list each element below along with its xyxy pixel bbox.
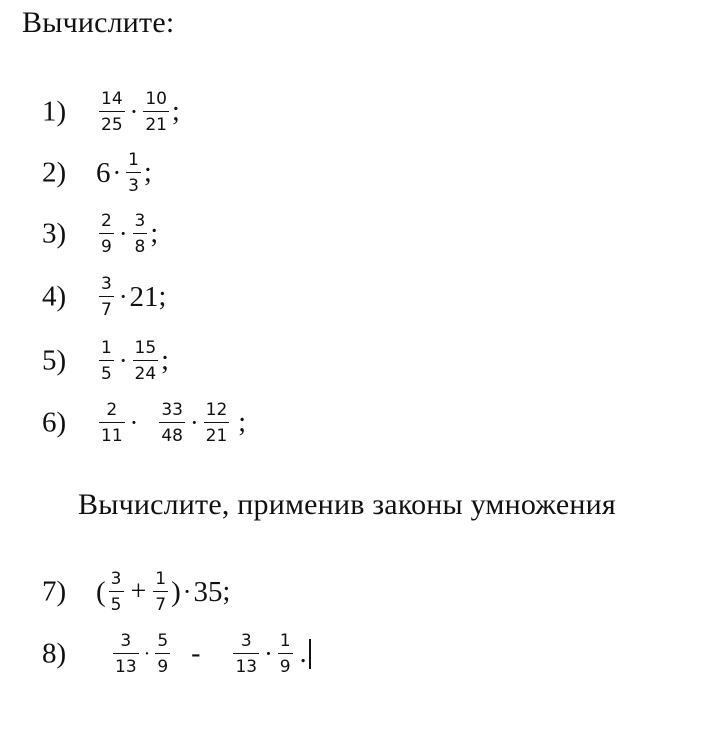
text-cursor [309,639,311,669]
expression [110,624,311,684]
numerator: 33 [161,399,183,420]
problem-number: 3) [42,217,67,250]
denominator: 3 [128,176,139,197]
fraction-bar [99,296,114,297]
fraction [233,632,259,676]
whole-number: 6 [96,156,111,189]
heading-compute: Вычислите: [22,6,175,39]
fraction-bar [99,360,114,361]
semicolon: ; [161,345,169,376]
denominator: 9 [279,657,291,678]
numerator: 15 [134,337,157,358]
numerator: 2 [106,399,118,420]
fraction-bar [133,360,159,361]
multiply-sign: · [118,282,128,311]
period: . [299,638,307,669]
fraction [155,632,170,676]
fraction [99,212,114,256]
problem-number: 8) [42,637,67,670]
fraction [109,570,124,614]
plus-sign: + [130,576,147,607]
fraction [204,401,230,445]
fraction-bar [143,111,169,112]
semicolon: ; [150,218,159,249]
right-paren: ) [171,575,181,608]
fraction [99,401,125,445]
numerator: 14 [101,88,123,109]
semicolon: ; [171,96,180,127]
multiply-sign: · [118,219,128,248]
semicolon: ; [238,407,247,438]
semicolon: ; [144,157,152,188]
denominator: 11 [101,426,123,447]
fraction-bar [153,591,168,592]
fraction-bar [278,653,293,654]
denominator: 9 [101,237,112,258]
expression [96,82,180,142]
denominator: 24 [134,364,157,385]
multiply-sign: · [129,97,139,126]
numerator: 3 [110,568,122,589]
multiply-sign: · [189,408,199,437]
fraction [133,339,159,383]
denominator: 7 [101,300,112,321]
denominator: 48 [161,426,183,447]
denominator: 9 [157,657,169,678]
numerator: 5 [157,630,169,651]
fraction [99,90,125,134]
expression [96,562,230,622]
multiply-sign: · [264,639,273,668]
expression [96,143,152,203]
expression [96,393,246,453]
multiply-sign: · [129,408,139,437]
fraction-bar [155,653,170,654]
fraction [99,275,114,319]
fraction [278,632,293,676]
numerator: 1 [155,568,167,589]
fraction-bar [99,422,125,423]
fraction-bar [109,591,124,592]
fraction [153,570,168,614]
denominator: 5 [101,364,112,385]
fraction-bar [99,111,125,112]
fraction [159,401,185,445]
denominator: 13 [115,657,137,678]
denominator: 8 [134,237,146,258]
denominator: 25 [101,115,123,136]
left-paren: ( [96,575,106,608]
fraction [99,339,114,383]
semicolon: ; [222,576,231,607]
numerator: 12 [205,399,228,420]
denominator: 7 [155,595,167,616]
expression [96,204,158,264]
multiply-sign: · [112,158,122,187]
problem-number: 1) [42,95,67,128]
fraction-bar [113,653,139,654]
semicolon: ; [158,281,167,312]
fraction [133,212,148,256]
problem-number: 7) [42,575,67,608]
numerator: 1 [101,337,112,358]
fraction-bar [133,233,148,234]
denominator: 13 [235,657,258,678]
minus-sign: - [191,638,201,669]
multiply-sign: · [118,346,128,375]
problem-number: 2) [42,156,67,189]
fraction-bar [126,172,141,173]
numerator: 3 [101,273,112,294]
problem-number: 4) [42,280,67,313]
whole-number: 35 [193,575,223,608]
numerator: 10 [145,88,167,109]
numerator: 3 [120,630,132,651]
fraction-bar [159,422,185,423]
fraction [126,151,141,195]
numerator: 3 [240,630,252,651]
numerator: 1 [128,149,139,170]
whole-number: 21 [129,280,159,313]
problem-number: 6) [42,406,67,439]
expression [96,267,166,327]
problem-number: 5) [42,344,67,377]
numerator: 2 [101,210,112,231]
numerator: 3 [134,210,146,231]
expression [96,331,169,391]
multiply-sign: · [182,577,192,606]
fraction-bar [204,422,230,423]
multiply-sign: · [143,642,151,665]
fraction-bar [233,653,259,654]
fraction [143,90,169,134]
fraction-bar [99,233,114,234]
denominator: 5 [110,595,122,616]
fraction [113,632,139,676]
heading-compute-laws: Вычислите, применив законы умножения [78,488,616,521]
denominator: 21 [145,115,167,136]
denominator: 21 [205,426,228,447]
numerator: 1 [279,630,291,651]
